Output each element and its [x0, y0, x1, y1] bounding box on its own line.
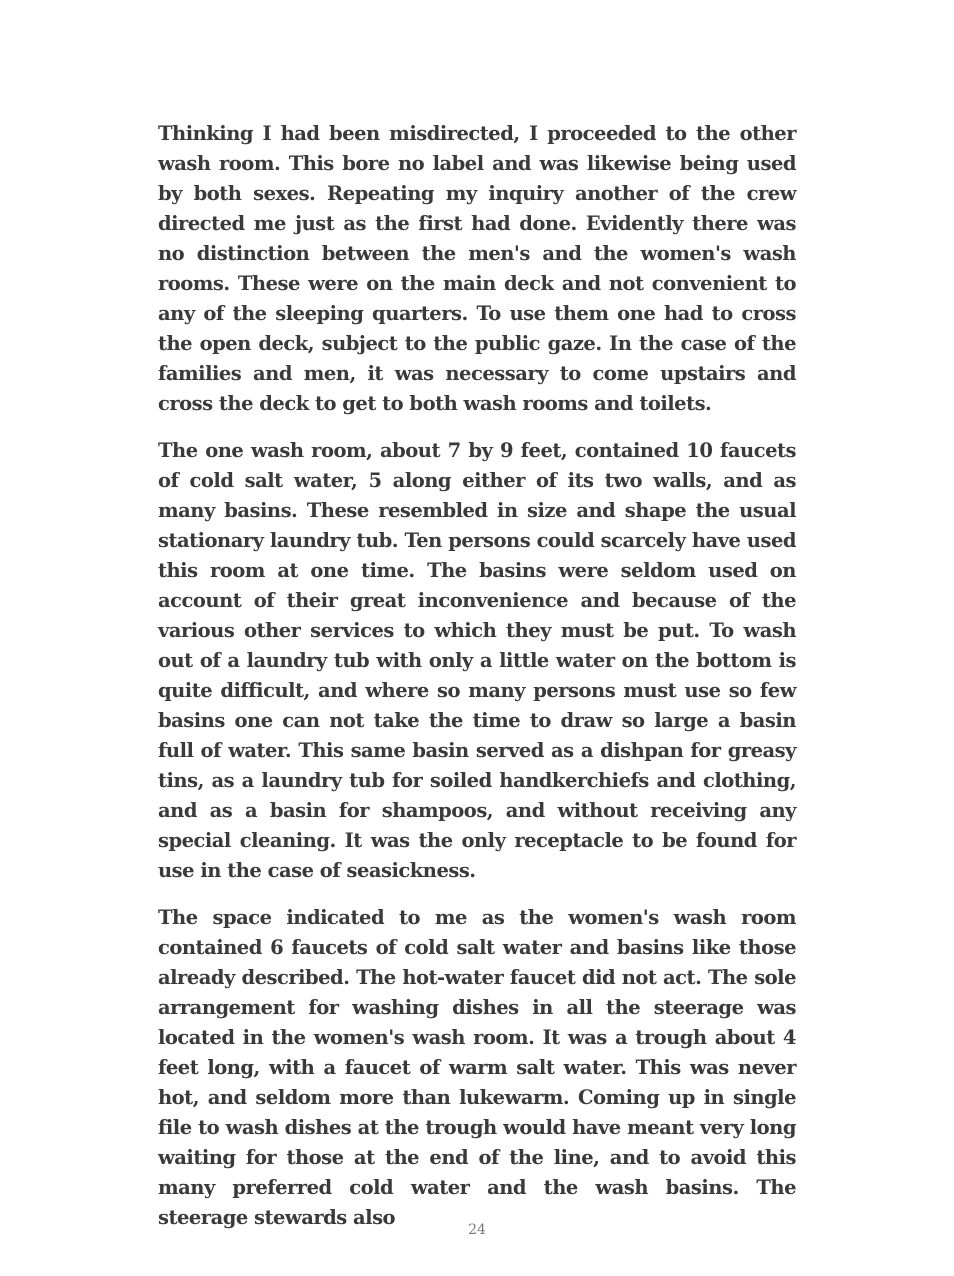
paragraph-2: The one wash room, about 7 by 9 feet, contained 10 faucets of cold salt water, 5 along either of its two walls, and as many basins. These resembled in size and shape the usual stationary laundry tub. Ten persons could scarcely have used this room at one time. The basins were seldom used on account of their great inconvenience and because of the various other services to which they must be put. To wash out of a laundry tub with only a little water on the bottom is quite difficult, and where so many persons must use so few basins one can not take the time to draw so large a basin full of water. This same basin served as a dishpan for greasy tins, as a laundry tub for soiled handkerchiefs and clothing, and as a basin for shampoos, and without receiving any special cleaning. It was the only receptacle to be found for use in the case of seasickness. [158, 439, 796, 882]
page-number: 24 [468, 1222, 486, 1238]
paragraph-3: The space indicated to me as the women's wash room contained 6 faucets of cold salt water and basins like those already described. The hot-water faucet did not act. The sole arrangement for washing dishes in all the steerage was located in the women's wash room. It was a trough about 4 feet long, with a faucet of warm salt water. This was never hot, and seldom more than lukewarm. Coming up in single file to wash dishes at the trough would have meant very long waiting for those at the end of the line, and to avoid this many preferred cold water and the wash basins. The steerage stewards also [158, 906, 796, 1229]
paragraph-1: Thinking I had been misdirected, I proceeded to the other wash room. This bore no label and was likewise being used by both sexes. Repeating my inquiry another of the crew directed me just as the first had done. Evidently there was no distinction between the men's and the women's wash rooms. These were on the main deck and not convenient to any of the sleeping quarters. To use them one had to cross the open deck, subject to the public gaze. In the case of the families and men, it was necessary to come upstairs and cross the deck to get to both wash rooms and toilets. [158, 122, 796, 415]
body-text [158, 119, 796, 1250]
